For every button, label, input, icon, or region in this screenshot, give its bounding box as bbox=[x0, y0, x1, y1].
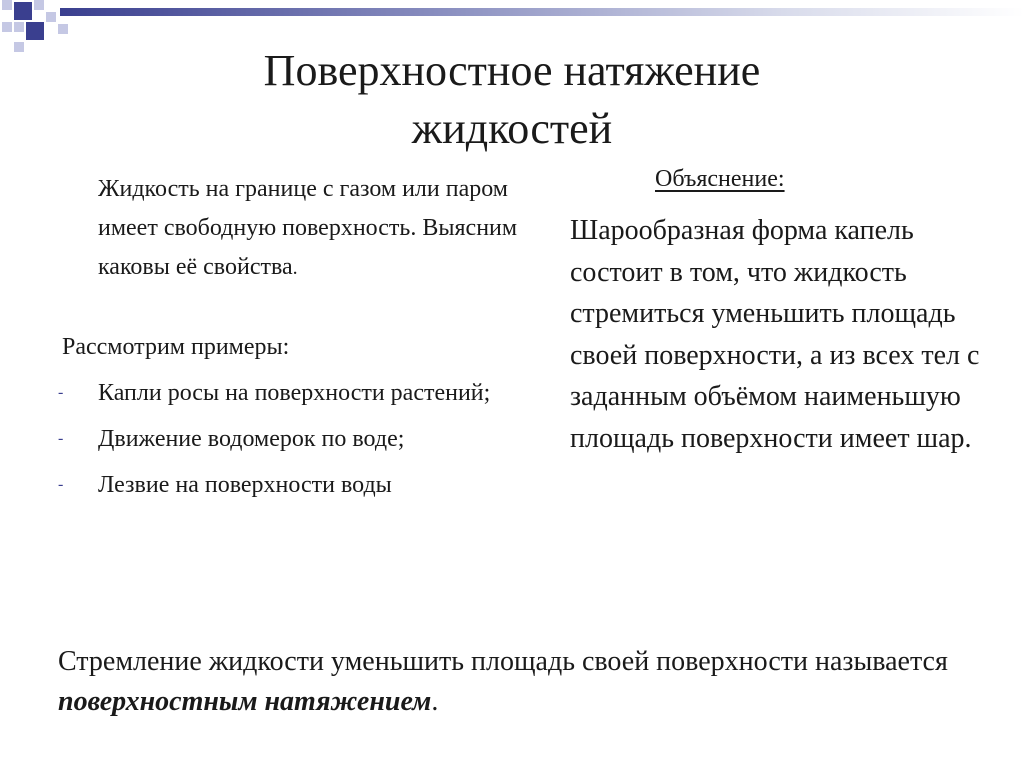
list-item bbox=[58, 420, 528, 458]
examples-list bbox=[58, 374, 528, 512]
intro-paragraph bbox=[98, 170, 518, 288]
explanation-text: Шарообразная форма капель состоит в том, что жидкость стремиться уменьшить площадь своей поверхности, а из всех тел с заданным объёмом наименьшую площадь поверхности имеет шар. bbox=[570, 215, 980, 454]
bullet-dash-icon: - bbox=[58, 476, 64, 493]
decorative-square bbox=[14, 22, 24, 32]
conclusion-suffix: . bbox=[431, 686, 439, 717]
decorative-square bbox=[58, 24, 68, 34]
intro-text: Жидкость на границе с газом или паром имеет свободную поверхность. Выясним каковы её свойства bbox=[98, 176, 518, 280]
examples-label: Рассмотрим примеры: bbox=[62, 334, 290, 360]
explanation-title: Объяснение: bbox=[655, 166, 785, 192]
example-text: Капли росы на поверхности растений; bbox=[98, 380, 491, 406]
bullet-dash-icon: - bbox=[58, 430, 64, 447]
intro-tail: . bbox=[292, 257, 298, 279]
decorative-square bbox=[46, 12, 56, 22]
conclusion-paragraph bbox=[58, 642, 998, 722]
conclusion-prefix: Стремление жидкости уменьшить площадь своей поверхности называется bbox=[58, 646, 948, 677]
slide-title-line1: Поверхностное натяжение bbox=[263, 46, 761, 95]
conclusion-term: поверхностным натяжением bbox=[58, 686, 432, 717]
slide-title-line2: жидкостей bbox=[411, 104, 613, 153]
decorative-square bbox=[2, 22, 12, 32]
example-text: Лезвие на поверхности воды bbox=[98, 472, 392, 498]
header-gradient-bar bbox=[60, 8, 1024, 16]
list-item bbox=[58, 466, 528, 504]
decorative-square bbox=[2, 0, 12, 10]
decorative-square bbox=[14, 2, 32, 20]
decorative-square bbox=[34, 0, 44, 10]
decorative-square bbox=[26, 22, 44, 40]
bullet-dash-icon: - bbox=[58, 384, 64, 401]
slide-title bbox=[0, 42, 1024, 158]
example-text: Движение водомерок по воде; bbox=[98, 426, 405, 452]
list-item bbox=[58, 374, 528, 412]
